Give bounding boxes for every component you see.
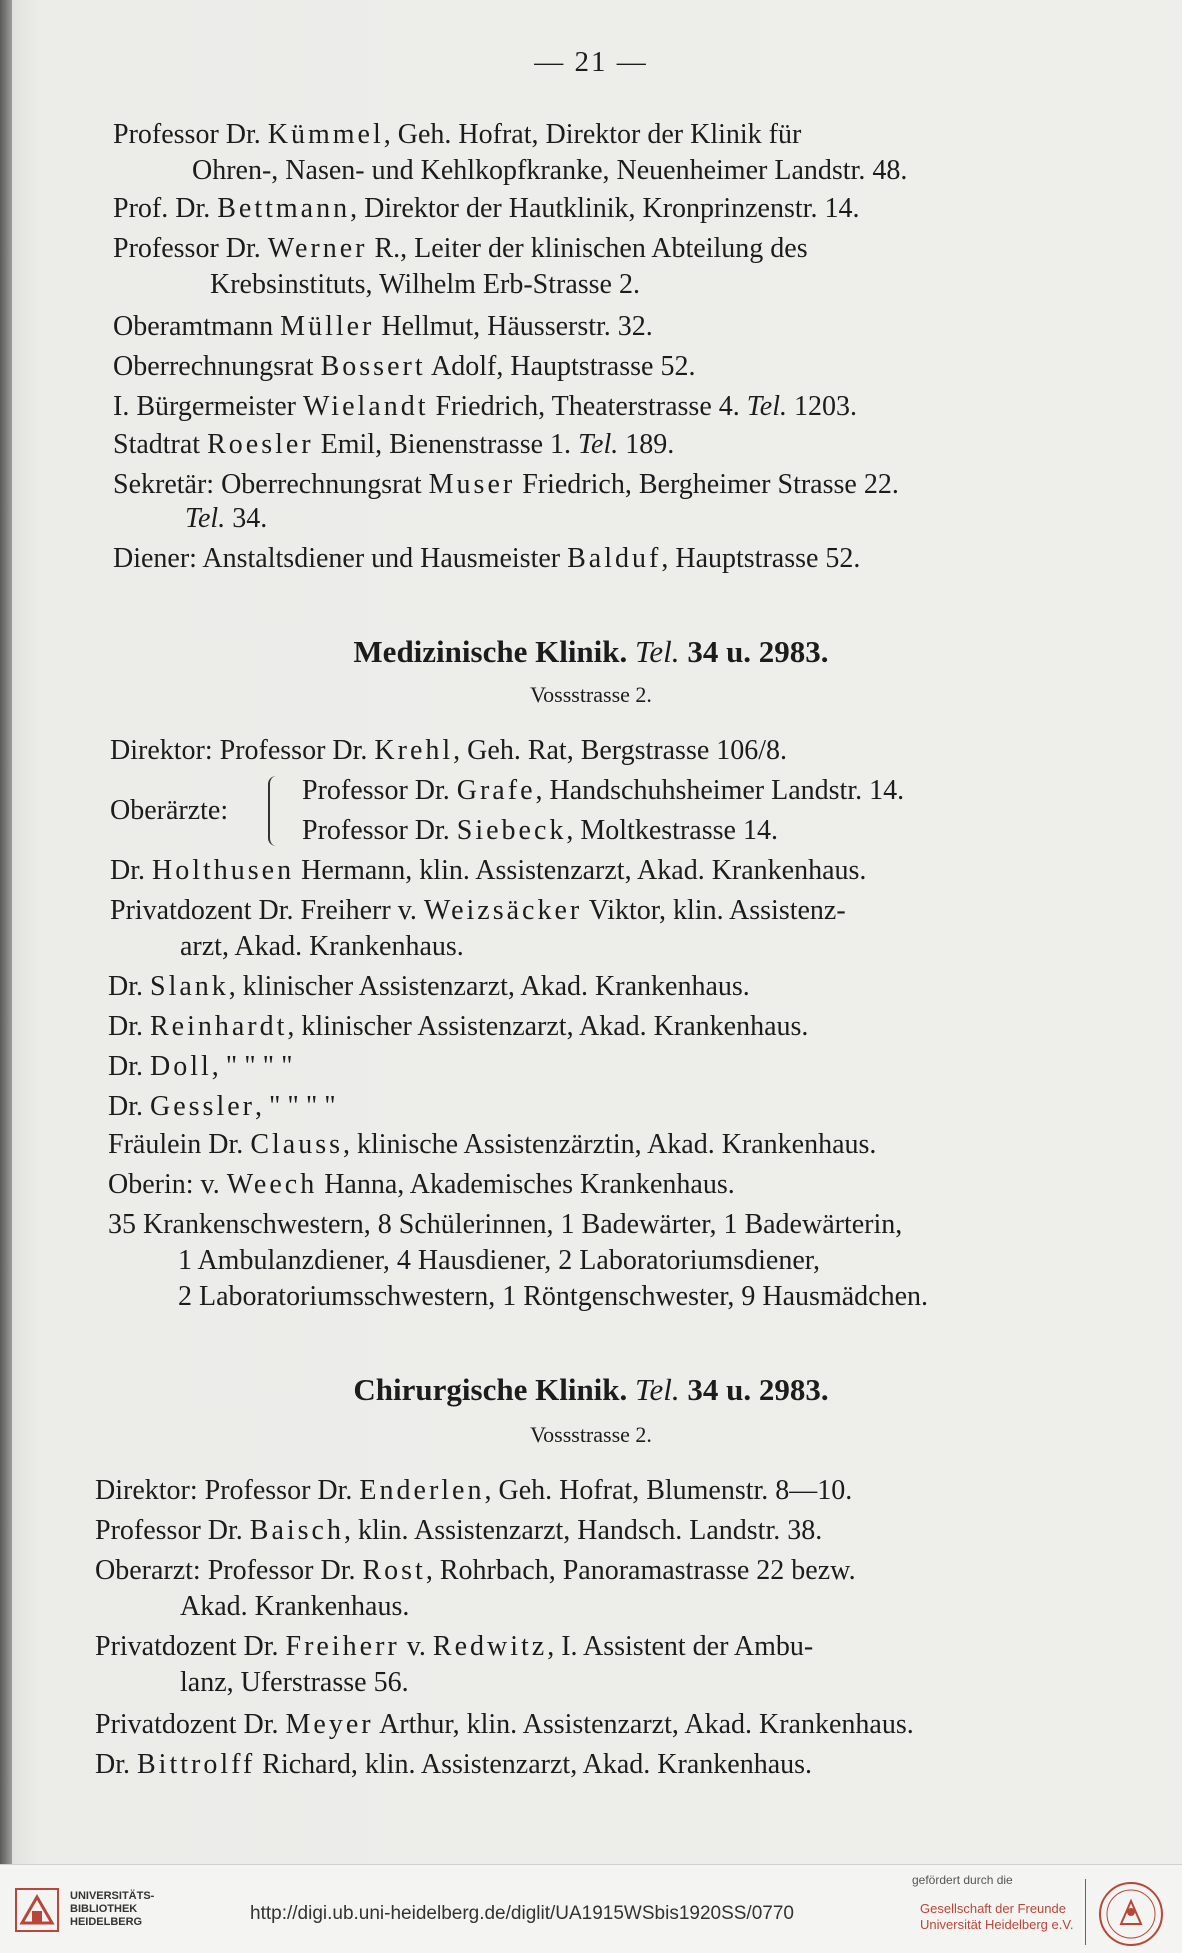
footer-bar [0,1864,1182,1953]
text-line [113,232,808,266]
footer-divider [1085,1879,1086,1945]
text-segment: lanz, Uferstrasse 56. [180,1667,409,1698]
text-line [113,192,859,226]
text-line [113,310,653,344]
text-line [113,390,857,424]
spaced-name: Doll [150,1051,212,1082]
text-segment: Professor Dr. [113,233,268,264]
text-segment: Dr. [108,971,150,1002]
text-segment: , " " " " [254,1091,336,1122]
text-line [113,350,695,384]
spaced-name: Wielandt [302,391,429,422]
section-heading [0,1372,1182,1408]
text-segment: , Geh. Hofrat, Direktor der Klinik für [383,119,802,150]
text-line [108,1090,336,1124]
text-line [113,468,899,502]
text-segment: , Direktor der Hautklinik, Kronprinzenstr. 14. [350,193,860,224]
text-line [110,794,228,828]
spaced-name: Weech [226,1169,318,1200]
text-segment: Fräulein Dr. [108,1129,251,1160]
text-segment: Dr. [95,1749,137,1780]
text-line [110,734,787,768]
spaced-name: Grafe [456,775,536,806]
text-segment: 35 Krankenschwestern, 8 Schülerinnen, 1 Badewärter, 1 Badewärterin, [108,1209,903,1240]
text-line [180,1666,409,1700]
text-line [95,1630,813,1664]
italic-text: Tel. [185,503,226,534]
text-line [108,1208,902,1242]
spaced-name: Reinhardt [150,1011,288,1042]
spaced-name: Meyer [285,1709,374,1740]
text-segment: , " " " " [211,1051,293,1082]
text-segment: Privatdozent Dr. [95,1631,286,1662]
text-segment: Oberärzte: [110,795,229,826]
text-segment: Richard, klin. Assistenzarzt, Akad. Krankenhaus. [255,1749,813,1780]
spaced-name: Slank [150,971,229,1002]
text-line [110,854,866,888]
text-segment: Adolf, Hauptstrasse 52. [425,351,696,382]
text-segment: Privatdozent Dr. [95,1709,286,1740]
text-segment: 1 Ambulanzdiener, 4 Hausdiener, 2 Laboratoriumsdiener, [178,1245,820,1276]
text-line [95,1514,822,1548]
spaced-name: Balduf [567,543,662,574]
text-segment: Dr. [110,855,152,886]
spaced-name: Kümmel [267,119,384,150]
section-title: Medizinische Klinik. [353,634,628,669]
text-segment: Emil, Bienenstrasse 1. [313,429,579,460]
sponsor-line-1: Gesellschaft der Freunde [920,1901,1066,1916]
text-segment: Dr. [108,1051,150,1082]
text-segment: Professor Dr. [113,119,268,150]
text-line [113,428,674,462]
text-segment: , Hauptstrasse 52. [661,543,861,574]
text-segment: 2 Laboratoriumsschwestern, 1 Röntgenschwester, 9 Hausmädchen. [178,1281,929,1312]
text-segment: Stadtrat [113,429,208,460]
text-segment: Oberamtmann [113,311,281,342]
section-address: Vossstrasse 2. [530,1422,652,1447]
italic-text: Tel. [746,391,787,422]
text-segment: v. [399,1631,433,1662]
text-line [113,118,801,152]
university-seal-icon [1092,1879,1170,1949]
text-line [95,1748,812,1782]
sponsor-name [920,1901,1073,1933]
library-line-3: HEIDELBERG [70,1916,143,1928]
text-segment: , klinischer Assistenzarzt, Akad. Krankenhaus. [287,1011,809,1042]
text-segment: , Handschuhsheimer Landstr. 14. [535,775,905,806]
book-spine-edge [0,0,12,1864]
page-number: — 21 — [534,46,648,78]
text-segment: , I. Assistent der Ambu- [547,1631,814,1662]
section-title: Chirurgische Klinik. [353,1372,628,1407]
text-line [95,1474,852,1508]
text-line [178,1244,820,1278]
text-segment: Professor Dr. [95,1515,250,1546]
text-line [95,1554,856,1588]
text-segment: Dr. [108,1011,150,1042]
text-segment: Prof. Dr. [113,193,218,224]
text-line [108,1010,808,1044]
spaced-name: Gessler [150,1091,255,1122]
text-line [192,154,907,188]
text-line [95,1708,914,1742]
text-segment: Oberrechnungsrat [113,351,321,382]
text-segment: Friedrich, Theaterstrasse 4. [428,391,747,422]
spaced-name: Rost [362,1555,426,1586]
text-line [178,1280,928,1314]
text-line [113,542,860,576]
text-segment: Sekretär: Oberrechnungsrat [113,469,429,500]
section-tel: 34 u. 2983. [687,1372,829,1407]
text-segment: Professor Dr. [302,815,457,846]
text-line [185,502,267,536]
text-line [180,930,464,964]
text-line [210,268,640,302]
text-segment: Dr. [108,1091,150,1122]
spaced-name: Muser [428,469,516,500]
sponsor-line-2: Universität Heidelberg e.V. [920,1917,1074,1932]
text-line [108,1168,735,1202]
text-segment: Ohren-, Nasen- und Kehlkopfkranke, Neuenheimer Landstr. 48. [192,155,908,186]
italic-text: Tel. [578,429,619,460]
text-segment: Oberin: v. [108,1169,227,1200]
brace [268,776,280,846]
spaced-name: Bittrolff [137,1749,256,1780]
text-line [302,814,778,848]
text-segment: arzt, Akad. Krankenhaus. [180,931,464,962]
section-heading [0,634,1182,670]
text-segment: R., Leiter der klinischen Abteilung des [367,233,808,264]
text-segment: , Geh. Hofrat, Blumenstr. 8—10. [484,1475,853,1506]
text-line [180,1590,409,1624]
tel-label: Tel. [635,1372,680,1407]
spaced-name: Werner [267,233,368,264]
text-segment: , Geh. Rat, Bergstrasse 106/8. [453,735,788,766]
text-segment: , klin. Assistenzarzt, Handsch. Landstr. 38. [343,1515,823,1546]
text-segment: 189. [618,429,675,460]
text-segment: Direktor: Professor Dr. [95,1475,360,1506]
tel-label: Tel. [635,634,680,669]
spaced-name: Roesler [207,429,314,460]
library-line-1: UNIVERSITÄTS- [70,1890,155,1902]
text-segment: Arthur, klin. Assistenzarzt, Akad. Krankenhaus. [373,1709,914,1740]
text-segment: Diener: Anstaltsdiener und Hausmeister [113,543,568,574]
spaced-name: Baisch [249,1515,344,1546]
spaced-name: Redwitz [432,1631,548,1662]
text-segment: , klinischer Assistenzarzt, Akad. Krankenhaus. [228,971,750,1002]
text-segment: Oberarzt: Professor Dr. [95,1555,363,1586]
text-segment: Direktor: Professor Dr. [110,735,375,766]
text-segment: , Rohrbach, Panoramastrasse 22 bezw. [425,1555,856,1586]
text-segment: 34. [225,503,268,534]
spaced-name: Weizsäcker [423,895,583,926]
text-segment: 1203. [786,391,857,422]
spaced-name: Bettmann [217,193,351,224]
spaced-name: Holthusen [152,855,295,886]
text-segment: Privatdozent Dr. Freiherr v. [110,895,424,926]
text-line [108,970,750,1004]
spaced-name: Müller [280,311,375,342]
spaced-name: Enderlen [359,1475,485,1506]
text-segment: Viktor, klin. Assistenz- [582,895,846,926]
text-segment: Friedrich, Bergheimer Strasse 22. [515,469,899,500]
text-segment: I. Bürgermeister [113,391,303,422]
text-segment: Hellmut, Häusserstr. 32. [374,311,653,342]
library-name [70,1890,154,1929]
library-line-2: BIBLIOTHEK [70,1903,138,1915]
text-segment: , klinische Assistenzärztin, Akad. Krankenhaus. [343,1129,877,1160]
section-address: Vossstrasse 2. [530,682,652,707]
text-segment: Hanna, Akademisches Krankenhaus. [317,1169,735,1200]
spaced-name: Clauss [250,1129,343,1160]
text-segment: Krebsinstituts, Wilhelm Erb-Strasse 2. [210,269,640,300]
spaced-name: Krehl [374,735,454,766]
spaced-name: Bossert [320,351,426,382]
text-line [302,774,904,808]
text-segment: Hermann, klin. Assistenzarzt, Akad. Krankenhaus. [294,855,867,886]
spaced-name: Siebeck [456,815,567,846]
permalink-url[interactable]: http://digi.ub.uni-heidelberg.de/diglit/UA1915WSbis1920SS/0770 [250,1903,794,1924]
text-line [108,1050,293,1084]
text-segment: Professor Dr. [302,775,457,806]
sponsor-label: gefördert durch die [912,1873,1013,1887]
spaced-name: Freiherr [285,1631,400,1662]
university-library-logo-icon [12,1885,62,1935]
text-segment: Akad. Krankenhaus. [180,1591,410,1622]
section-tel: 34 u. 2983. [687,634,829,669]
text-line [108,1128,876,1162]
text-segment: , Moltkestrasse 14. [566,815,778,846]
text-line [110,894,846,928]
